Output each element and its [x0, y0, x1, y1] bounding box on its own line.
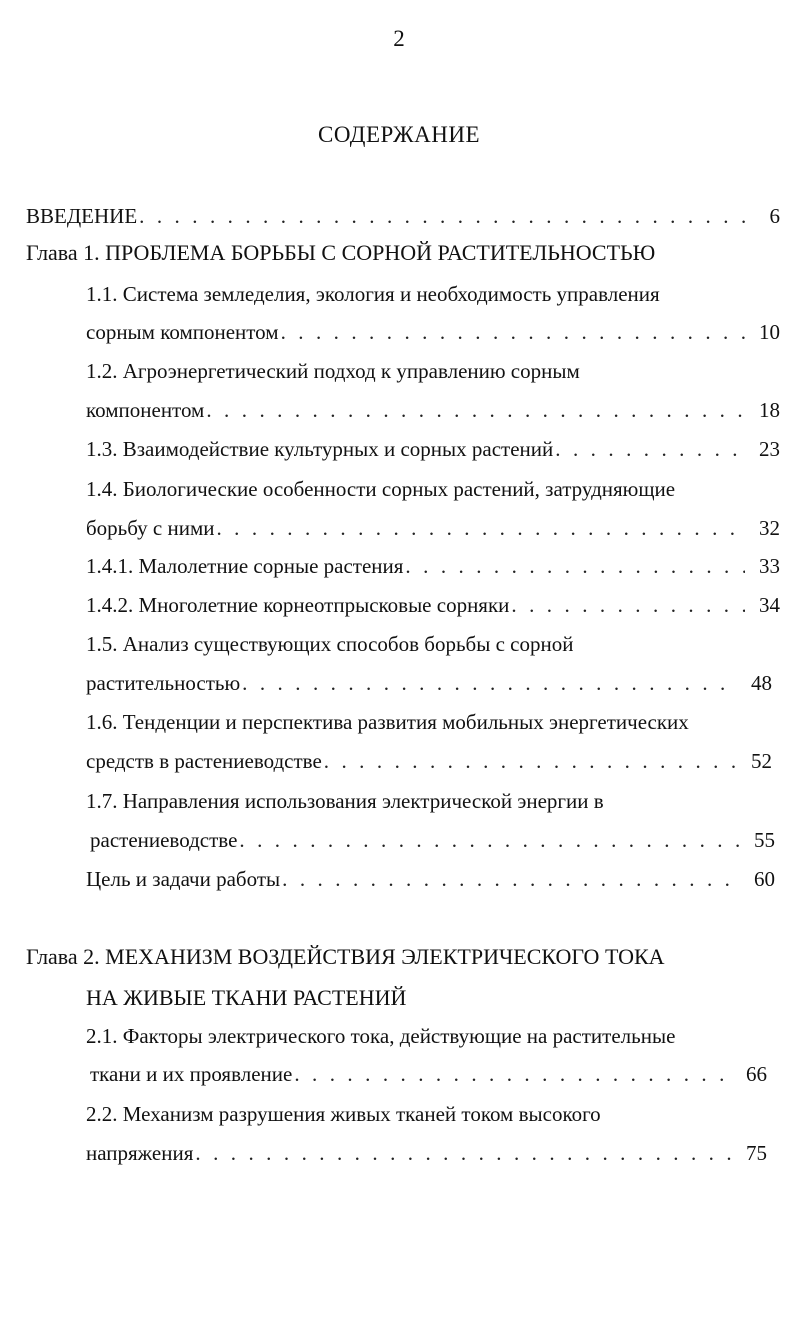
dot-leader	[282, 866, 740, 892]
toc-entry-2-1-line1: 2.1. Факторы электрического тока, действующие на растительные	[86, 1024, 676, 1048]
dot-leader	[281, 319, 745, 345]
entry-page: 48	[751, 671, 772, 695]
entry-page: 33	[759, 554, 780, 578]
entry-text: растительностью	[86, 671, 241, 695]
dot-leader	[139, 203, 755, 229]
dot-leader	[294, 1061, 732, 1087]
entry-page: 75	[746, 1141, 767, 1165]
toc-title: СОДЕРЖАНИЕ	[317, 122, 480, 147]
entry-page: 18	[759, 398, 780, 422]
dot-leader	[405, 553, 745, 579]
entry-page: 60	[754, 867, 775, 891]
toc-entry-2-2-line1: 2.2. Механизм разрушения живых тканей током высокого	[86, 1102, 601, 1126]
entry-text: борьбу с ними	[86, 516, 215, 540]
toc-entry-goal	[86, 866, 775, 892]
toc-entry-2-1	[90, 1061, 767, 1087]
entry-page: 52	[751, 749, 772, 773]
toc-entry-1-6	[86, 748, 772, 774]
entry-page: 66	[746, 1062, 767, 1086]
entry-text: компонентом	[86, 398, 205, 422]
entry-page: 55	[754, 828, 775, 852]
toc-entry-intro	[26, 203, 780, 229]
toc-entry-1-4-line1: 1.4. Биологические особенности сорных растений, затрудняющие	[86, 477, 676, 501]
entry-text: 1.4.1. Малолетние сорные растения	[86, 554, 404, 578]
dot-leader	[216, 515, 745, 541]
page-number: 2	[393, 26, 405, 51]
entry-text: 1.4.2. Многолетние корнеотпрысковые сорняки	[86, 593, 510, 617]
entry-page: 6	[769, 204, 780, 228]
dot-leader	[206, 397, 745, 423]
entry-text: 1.3. Взаимодействие культурных и сорных растений	[86, 437, 554, 461]
chapter2-heading-line1: Глава 2. МЕХАНИЗМ ВОЗДЕЙСТВИЯ ЭЛЕКТРИЧЕСКОГО ТОКА	[26, 944, 665, 969]
dot-leader	[324, 748, 737, 774]
dot-leader	[195, 1140, 732, 1166]
entry-text: Цель и задачи работы	[86, 867, 281, 891]
chapter1-heading: Глава 1. ПРОБЛЕМА БОРЬБЫ С СОРНОЙ РАСТИТЕЛЬНОСТЬЮ	[26, 240, 656, 265]
dot-leader	[555, 436, 745, 462]
dot-leader	[242, 670, 737, 696]
toc-entry-1-2	[86, 397, 780, 423]
toc-entry-1-7	[90, 827, 775, 853]
toc-entry-1-2-line1: 1.2. Агроэнергетический подход к управлению сорным	[86, 359, 580, 383]
entry-text: напряжения	[86, 1141, 194, 1165]
entry-text: ткани и их проявление	[90, 1062, 293, 1086]
entry-page: 34	[759, 593, 780, 617]
toc-entry-1-4-1	[86, 553, 780, 579]
chapter2-heading-line2: НА ЖИВЫЕ ТКАНИ РАСТЕНИЙ	[86, 985, 407, 1010]
dot-leader	[511, 592, 745, 618]
entry-text: сорным компонентом	[86, 320, 279, 344]
entry-text: средств в растениеводстве	[86, 749, 322, 773]
entry-page: 32	[759, 516, 780, 540]
toc-entry-1-3	[86, 436, 780, 462]
dot-leader	[239, 827, 740, 853]
toc-entry-1-7-line1: 1.7. Направления использования электрической энергии в	[86, 789, 604, 813]
entry-text: растениеводстве	[90, 828, 238, 852]
entry-text: ВВЕДЕНИЕ	[26, 204, 138, 228]
toc-entry-1-1	[86, 319, 780, 345]
toc-entry-1-5-line1: 1.5. Анализ существующих способов борьбы с сорной	[86, 632, 574, 656]
toc-entry-2-2	[86, 1140, 767, 1166]
toc-entry-1-1-line1: 1.1. Система земледелия, экология и необходимость управления	[86, 282, 660, 306]
entry-page: 23	[759, 437, 780, 461]
toc-entry-1-5	[86, 670, 772, 696]
toc-entry-1-6-line1: 1.6. Тенденции и перспектива развития мобильных энергетических	[86, 710, 689, 734]
toc-entry-1-4-2	[86, 592, 780, 618]
entry-page: 10	[759, 320, 780, 344]
toc-entry-1-4	[86, 515, 780, 541]
